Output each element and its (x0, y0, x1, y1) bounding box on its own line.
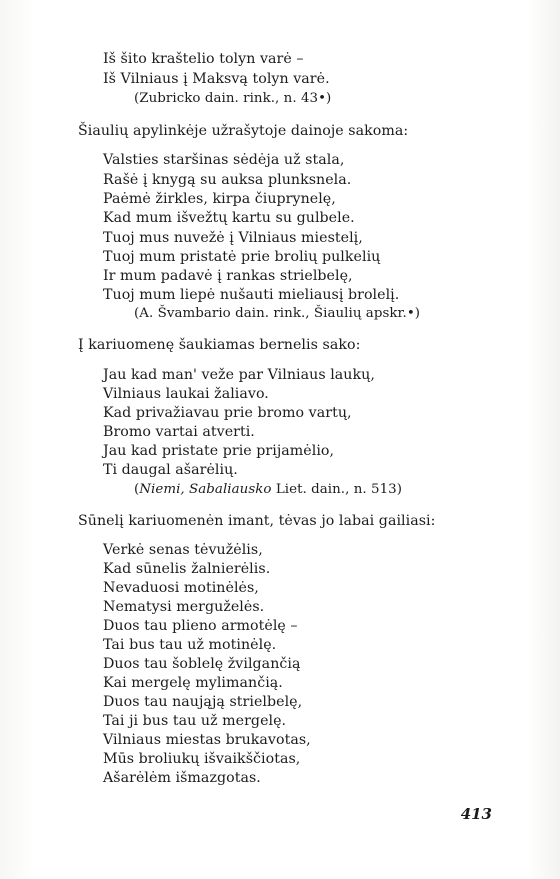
verse-line: Kad mum išvežtų kartu su gulbele. (103, 210, 355, 226)
citation: (A. Švambario dain. rink., Šiaulių apskr.•) (134, 306, 421, 321)
verse-line: Vilniaus miestas brukavotas, (103, 732, 311, 748)
verse-line: Ašarėlėm išmazgotas. (103, 770, 261, 786)
verse-line: Iš Vilniaus į Maksvą tolyn varė. (103, 71, 330, 87)
verse-line: Paėmė žirkles, kirpa čiuprynelę, (103, 191, 336, 207)
intro-paragraph: Šiaulių apylinkėje užrašytoje dainoje sakoma: (78, 123, 409, 139)
verse-line: Mūs broliukų išvaikščiotas, (103, 751, 301, 767)
verse-line: Nematysi merguželės. (103, 599, 265, 615)
page-number: 413 (460, 805, 492, 823)
verse-line: Bromo vartai atverti. (103, 424, 255, 440)
verse-line: Valsties staršinas sėdėja už stala, (103, 152, 345, 168)
verse-line: Ti daugal ašarėlių. (103, 462, 238, 478)
verse-line: Tai ji bus tau už mergelę. (103, 713, 287, 729)
verse-line: Vilniaus laukai žaliavo. (103, 386, 269, 402)
verse-line: Tuoj mus nuvežė į Vilniaus miestelį, (103, 230, 363, 246)
verse-line: Tuoj mum pristatė prie brolių pulkelių (103, 249, 381, 265)
verse-line: Kai mergelę mylimančią. (103, 675, 283, 691)
verse-line: Duos tau plieno armotėlę – (103, 618, 298, 634)
citation (134, 481, 402, 499)
verse-line: Duos tau šoblelę žvilgančią (103, 656, 301, 672)
verse-line: Kad sūnelis žalnierėlis. (103, 561, 271, 577)
citation: (Zubricko dain. rink., n. 43•) (134, 91, 332, 106)
verse-line: Kad privažiavau prie bromo vartų, (103, 405, 352, 421)
citation-source: Liet. dain., n. 513) (271, 482, 402, 497)
citation-open: ( (134, 482, 140, 497)
verse-line: Ir mum padavė į rankas strielbelę, (103, 268, 353, 284)
intro-paragraph: Sūnelį kariuomenėn imant, tėvas jo labai gailiasi: (78, 513, 436, 529)
verse-line: Nevaduosi motinėlės, (103, 580, 259, 596)
verse-line: Jau kad pristate prie prijamėlio, (103, 443, 335, 459)
verse-line: Jau kad man' veže par Vilniaus laukų, (103, 367, 375, 383)
verse-line: Iš šito kraštelio tolyn varė – (103, 51, 304, 67)
verse-line: Verkė senas tėvužėlis, (103, 542, 263, 558)
verse-line: Rašė į knygą su auksa plunksnela. (103, 172, 352, 188)
citation-authors: Niemi, Sabaliausko (139, 482, 272, 497)
verse-line: Duos tau naująją strielbelę, (103, 694, 303, 710)
verse-line: Tai bus tau už motinėlę. (103, 637, 277, 653)
intro-paragraph: Į kariuomenę šaukiamas bernelis sako: (78, 337, 361, 353)
verse-line: Tuoj mum liepė nušauti mieliausį brolelį. (103, 287, 400, 303)
